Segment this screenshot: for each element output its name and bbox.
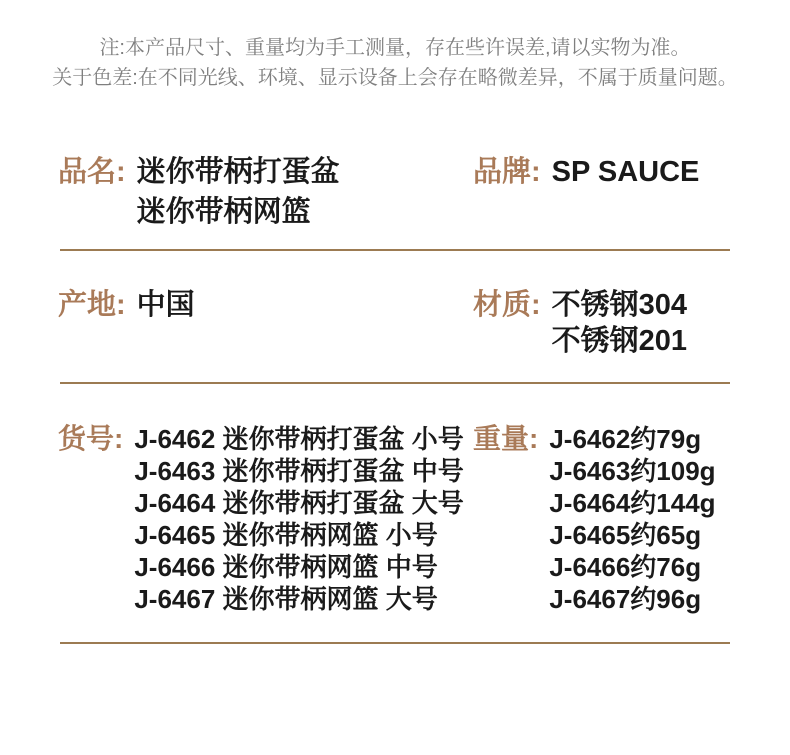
origin-label: 产地: xyxy=(58,289,126,321)
section-divider-2 xyxy=(60,382,730,384)
item-number-row-3: J-6464 迷你带柄打蛋盆 大号 xyxy=(134,488,464,518)
brand-spec xyxy=(473,152,699,192)
product-name-label: 品名: xyxy=(58,156,126,188)
weight-row-2: J-6463约109g xyxy=(549,456,716,486)
material-value-2: 不锈钢201 xyxy=(551,325,688,357)
section-divider-1 xyxy=(60,249,730,251)
weight-row-6: J-6467约96g xyxy=(549,584,702,614)
material-spec xyxy=(473,287,687,359)
weight-row-5: J-6466约76g xyxy=(549,552,702,582)
item-number-label: 货号: xyxy=(58,423,124,454)
item-number-spec xyxy=(58,423,464,615)
item-number-row-2: J-6463 迷你带柄打蛋盆 中号 xyxy=(134,456,464,486)
brand-value: SP SAUCE xyxy=(551,156,700,188)
disclaimer-line-2: 关于色差:在不同光线、环境、显示设备上会存在略微差异，不属于质量问题。 xyxy=(52,67,738,89)
origin-spec xyxy=(58,287,195,323)
item-number-row-1: J-6462 迷你带柄打蛋盆 小号 xyxy=(134,424,464,454)
weight-row-1: J-6462约79g xyxy=(549,424,702,454)
material-value-1: 不锈钢304 xyxy=(551,289,688,321)
product-name-value-1: 迷你带柄打蛋盆 xyxy=(136,156,340,188)
item-number-row-6: J-6467 迷你带柄网篮 大号 xyxy=(134,584,438,614)
origin-value: 中国 xyxy=(136,289,195,321)
disclaimer-line-1: 注:本产品尺寸、重量均为手工测量，存在些许误差,请以实物为准。 xyxy=(99,37,691,59)
weight-row-3: J-6464约144g xyxy=(549,488,716,518)
weight-row-4: J-6465约65g xyxy=(549,520,702,550)
item-number-row-4: J-6465 迷你带柄网篮 小号 xyxy=(134,520,438,550)
product-name-spec xyxy=(58,152,340,232)
disclaimer xyxy=(0,33,790,93)
item-number-row-5: J-6466 迷你带柄网篮 中号 xyxy=(134,552,438,582)
weight-spec xyxy=(473,423,716,615)
product-name-value-2: 迷你带柄网篮 xyxy=(136,196,311,228)
material-label: 材质: xyxy=(473,289,541,321)
weight-label: 重量: xyxy=(473,423,539,454)
section-divider-3 xyxy=(60,642,730,644)
brand-label: 品牌: xyxy=(473,156,541,188)
